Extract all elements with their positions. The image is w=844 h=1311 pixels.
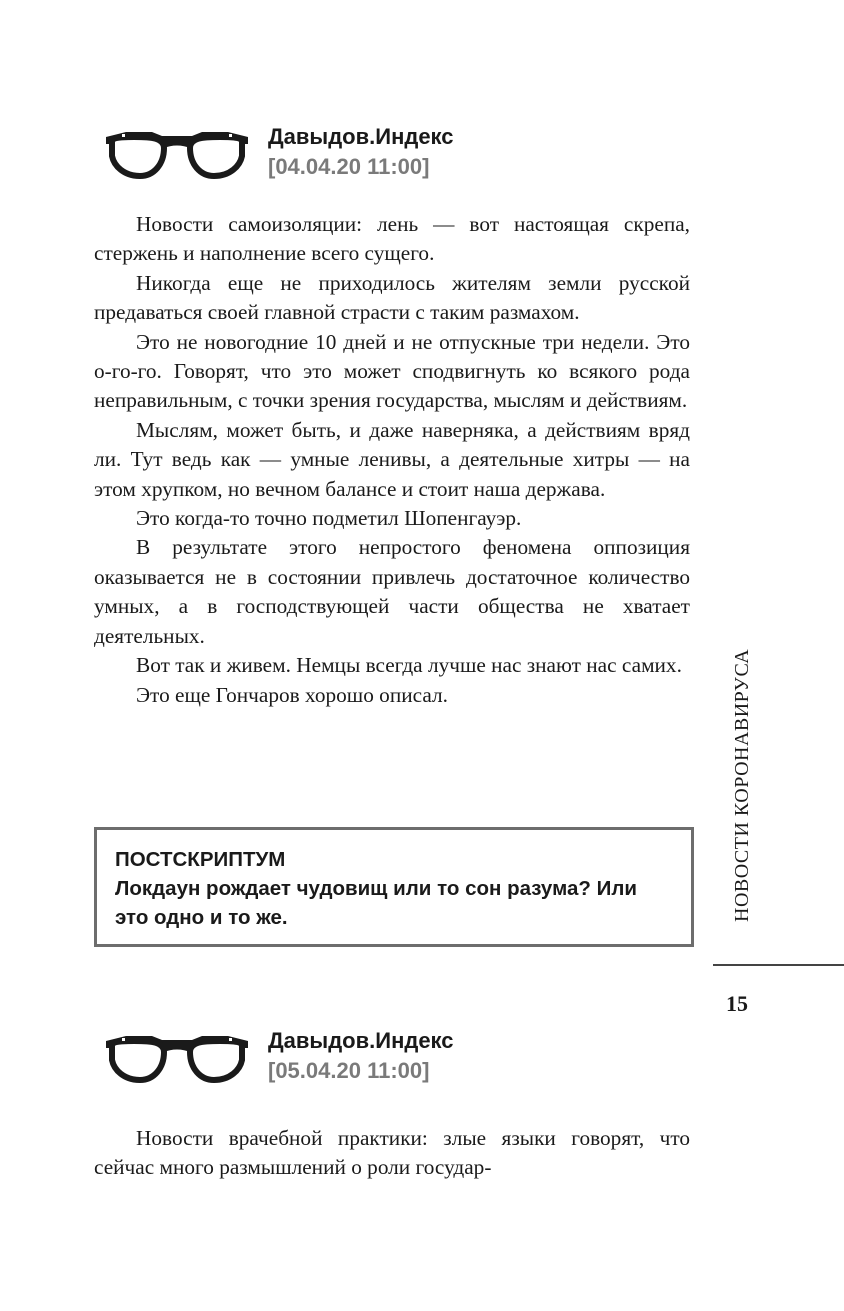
paragraph: Новости самоизоляции: лень — вот настоящая скрепа, стержень и наполнение всего сущего.	[94, 212, 690, 266]
entry-body	[94, 1124, 690, 1183]
entry-author: Давыдов.Индекс	[268, 124, 454, 149]
paragraph: Это когда-то точно подметил Шопенгауэр.	[136, 506, 522, 531]
postscript-text: Локдаун рождает чудовищ или то сон разума? Или это одно и то же.	[115, 877, 637, 929]
paragraph: Вот так и живем. Немцы всегда лучше нас знают нас самих.	[136, 653, 682, 678]
entry-timestamp: [04.04.20 11:00]	[268, 154, 430, 179]
entry-body	[94, 210, 690, 710]
entry-timestamp: [05.04.20 11:00]	[268, 1058, 430, 1083]
entry-author: Давыдов.Индекс	[268, 1028, 454, 1053]
page-number: 15	[726, 991, 748, 1016]
glasses-icon	[104, 1032, 250, 1084]
postscript-box	[94, 827, 694, 947]
glasses-icon	[104, 128, 250, 180]
paragraph: Новости врачебной практики: злые языки говорят, что сейчас много размышлений о роли государ-	[94, 1126, 690, 1180]
paragraph: Это не новогодние 10 дней и не отпускные три недели. Это о-го-го. Говорят, что это может сподвигнуть ко всякого рода неправильным, с точки зрения государства, мыслям и действиям.	[94, 329, 690, 413]
paragraph: В результате этого непростого феномена оппозиция оказывается не в состоянии привлечь достаточное количество умных, а в господствующей части общества не хватает деятельных.	[94, 535, 690, 648]
paragraph: Никогда еще не приходилось жителям земли русской предаваться своей главной страсти с таким размахом.	[94, 270, 690, 325]
paragraph: Мыслям, может быть, и даже наверняка, а действиям вряд ли. Тут ведь как — умные ленивы, а деятельные хитры — на этом хрупком, но вечном балансе и стоит наша держава.	[94, 417, 690, 501]
paragraph: Это еще Гончаров хорошо описал.	[136, 682, 448, 707]
postscript-title: ПОСТСКРИПТУМ	[115, 848, 286, 871]
divider	[713, 964, 844, 966]
running-head: НОВОСТИ КОРОНАВИРУСА	[731, 648, 753, 922]
